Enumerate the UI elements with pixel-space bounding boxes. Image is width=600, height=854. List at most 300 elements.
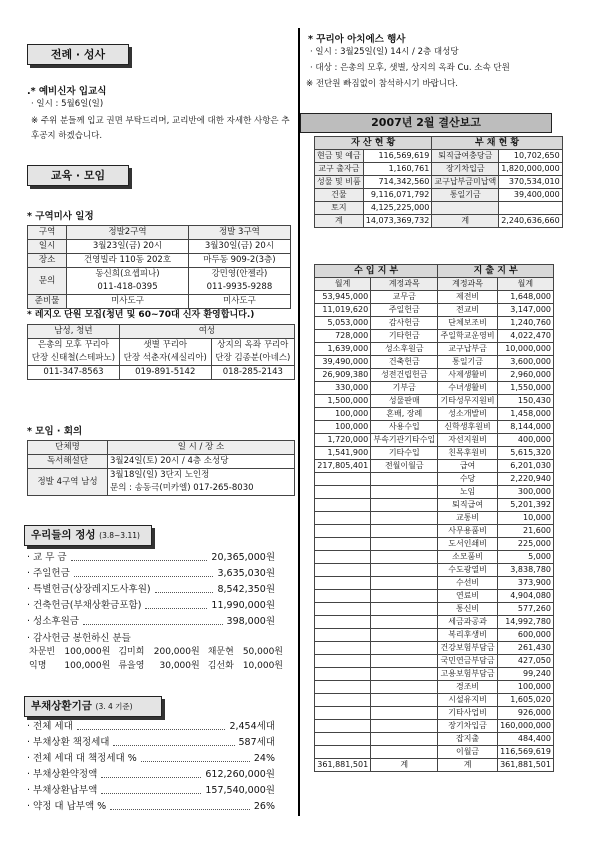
table-cell: 장기차입금 xyxy=(432,163,499,176)
table-cell: 교무금 xyxy=(371,291,438,304)
column-rule xyxy=(298,28,300,816)
debt-header xyxy=(24,696,162,717)
table-cell xyxy=(315,694,371,707)
table-row xyxy=(315,304,554,317)
table-row xyxy=(315,176,563,189)
list-label: · 약정 대 납부액 % xyxy=(27,801,107,812)
list-label: · 교 무 금 xyxy=(27,552,67,563)
table-cell: 사용수입 xyxy=(371,421,438,434)
table-cell xyxy=(371,629,438,642)
table-cell xyxy=(371,603,438,616)
table-cell: 문의 xyxy=(28,268,67,295)
table-cell: 4,904,080 xyxy=(497,590,553,603)
table-cell: 200,000원 xyxy=(153,646,200,657)
list-value: 587세대 xyxy=(238,737,275,748)
table-cell xyxy=(315,577,371,590)
table-cell: 484,400 xyxy=(497,733,553,746)
table-row xyxy=(28,325,295,339)
leader-dots xyxy=(155,582,214,593)
table-cell: 여성 xyxy=(119,325,294,339)
table-cell: 1,500,000 xyxy=(315,395,371,408)
table-row xyxy=(315,215,563,228)
table-row xyxy=(28,366,295,380)
list-label: · 전체 세대 대 책정세대 % xyxy=(27,753,137,764)
table-cell: 국민연금부담금 xyxy=(438,655,497,668)
table-row xyxy=(28,455,295,469)
table-cell xyxy=(315,642,371,655)
table-row xyxy=(315,564,554,577)
table-row xyxy=(315,343,554,356)
table-cell: 미사도구 xyxy=(188,295,290,309)
table-cell: 성소개발비 xyxy=(438,408,497,421)
table-cell: 6,201,030 xyxy=(497,460,553,473)
table-cell: 3월18일(일) 3단지 노인정 문의 : 송동극(미카엘) 017-265-8030 xyxy=(108,469,295,496)
leader-dots xyxy=(141,751,250,762)
table-cell: 익명 xyxy=(29,660,47,671)
table-cell: 116,569,619 xyxy=(497,746,553,759)
table-cell xyxy=(315,733,371,746)
table-cell xyxy=(371,486,438,499)
table-cell: 차문빈 xyxy=(29,646,56,657)
table-row xyxy=(315,655,554,668)
table-cell: 남성, 청년 xyxy=(28,325,120,339)
table-row xyxy=(315,629,554,642)
table-cell: 1,541,900 xyxy=(315,447,371,460)
meeting-table xyxy=(27,440,295,496)
table-cell: 99,240 xyxy=(497,668,553,681)
table-cell xyxy=(315,707,371,720)
table-cell: 373,900 xyxy=(497,577,553,590)
table-cell: 신학생후원비 xyxy=(438,421,497,434)
table-cell xyxy=(371,590,438,603)
table-cell: 성물 및 비품 xyxy=(315,176,364,189)
table-cell: 김미희 xyxy=(118,646,145,657)
table-cell: 1,458,000 xyxy=(497,408,553,421)
table-cell: 361,881,501 xyxy=(315,759,371,772)
table-cell: 1,160,761 xyxy=(363,163,432,176)
table-cell xyxy=(315,720,371,733)
table-row xyxy=(315,746,554,759)
table-cell xyxy=(315,668,371,681)
table-cell xyxy=(371,720,438,733)
list-value: 2,454세대 xyxy=(229,721,275,732)
offering-list xyxy=(27,550,275,630)
table-cell: 주일학교운영비 xyxy=(438,330,497,343)
table-cell: 은총의 모후 꾸리아 단장 신태철(스테파노) xyxy=(28,339,120,366)
table-row xyxy=(315,681,554,694)
table-cell: 복리후생비 xyxy=(438,629,497,642)
table-cell: 정발 4구역 남성 xyxy=(28,469,108,496)
table-cell: 계 xyxy=(438,759,497,772)
table-cell: 300,000 xyxy=(497,486,553,499)
table-cell xyxy=(371,564,438,577)
table-cell: 10,000 xyxy=(497,512,553,525)
table-cell: 1,648,000 xyxy=(497,291,553,304)
list-item xyxy=(27,598,275,614)
curia-target: · 대상 : 은총의 모후, 샛별, 상지의 옥좌 Cu. 소속 단원 xyxy=(310,63,510,73)
table-row xyxy=(315,720,554,733)
table-cell xyxy=(315,746,371,759)
table-row xyxy=(315,590,554,603)
table-cell: 728,000 xyxy=(315,330,371,343)
table-row xyxy=(315,460,554,473)
list-value: 612,260,000원 xyxy=(205,769,275,780)
table-cell: 30,000원 xyxy=(159,660,200,671)
table-cell: 330,000 xyxy=(315,382,371,395)
table-cell: 160,000,000 xyxy=(497,720,553,733)
table-row xyxy=(315,616,554,629)
table-row xyxy=(27,659,289,673)
table-cell: 1,820,000,000 xyxy=(499,163,563,176)
table-cell xyxy=(371,655,438,668)
curia-title: * 꾸리아 아치에스 행사 xyxy=(308,34,406,45)
table-row xyxy=(27,645,289,659)
table-cell xyxy=(315,603,371,616)
table-cell xyxy=(315,512,371,525)
table-cell: 116,569,619 xyxy=(363,150,432,163)
table-cell: 1,639,000 xyxy=(315,343,371,356)
table-cell: 600,000 xyxy=(497,629,553,642)
table-cell: 연료비 xyxy=(438,590,497,603)
curia-date: · 일시 : 3월25일(일) 14시 / 2층 대성당 xyxy=(310,47,459,57)
district-mass-table xyxy=(27,225,291,309)
table-row xyxy=(315,163,563,176)
table-cell: 통신비 xyxy=(438,603,497,616)
table-cell: 단체보조비 xyxy=(438,317,497,330)
table-cell: 미사도구 xyxy=(67,295,189,309)
table-cell: 부속기관기타수입 xyxy=(371,434,438,447)
table-row xyxy=(315,137,563,150)
table-cell: 상지의 옥좌 꾸리아 단장 김종분(아네스) xyxy=(211,339,294,366)
curia-note: ※ 전단원 빠짐없이 참석하시기 바랍니다. xyxy=(306,79,459,89)
table-cell: 준비물 xyxy=(28,295,67,309)
table-row xyxy=(315,525,554,538)
table-cell: 친목후원비 xyxy=(438,447,497,460)
table-cell: 10,702,650 xyxy=(499,150,563,163)
table-cell: 경조비 xyxy=(438,681,497,694)
leader-dots xyxy=(110,799,250,810)
table-cell: 261,430 xyxy=(497,642,553,655)
table-row xyxy=(315,759,554,772)
table-cell: 5,000 xyxy=(497,551,553,564)
table-cell: 1,605,020 xyxy=(497,694,553,707)
list-label: · 특별헌금(상장레지도사후원) xyxy=(27,584,151,595)
list-item xyxy=(27,719,275,735)
table-cell: 수 입 지 부 xyxy=(315,265,438,278)
table-cell: 건물 xyxy=(315,189,364,202)
debt-period: (3. 4 기준) xyxy=(95,702,133,711)
table-cell: 도서인쇄비 xyxy=(438,538,497,551)
list-label: · 건축헌금(부채상환금포함) xyxy=(27,600,142,611)
table-cell: 월계 xyxy=(315,278,371,291)
table-cell xyxy=(432,202,499,215)
table-cell xyxy=(371,681,438,694)
list-label: · 부채상환 책정세대 xyxy=(27,737,110,748)
table-cell: 수당 xyxy=(438,473,497,486)
table-row xyxy=(315,486,554,499)
leader-dots xyxy=(83,614,223,625)
table-cell xyxy=(315,473,371,486)
table-row xyxy=(315,369,554,382)
table-cell xyxy=(371,525,438,538)
catechumen-date: · 일시 : 5월6일(일) xyxy=(31,99,104,109)
income-expense-table xyxy=(314,264,554,772)
table-cell xyxy=(499,202,563,215)
table-cell: 건영빌라 110동 202호 xyxy=(67,254,189,268)
table-cell: 217,805,401 xyxy=(315,460,371,473)
table-cell: 5,201,392 xyxy=(497,499,553,512)
table-cell: 교구납부금미납액 xyxy=(432,176,499,189)
table-row xyxy=(28,226,291,240)
meeting-title: * 모임 · 회의 xyxy=(27,426,83,437)
table-cell: 100,000 xyxy=(497,681,553,694)
catechumen-title: .* 예비신자 입교식 xyxy=(27,86,107,97)
list-item xyxy=(27,735,275,751)
list-value: 8,542,350원 xyxy=(217,584,275,595)
table-cell: 구역 xyxy=(28,226,67,240)
table-row xyxy=(315,421,554,434)
table-cell xyxy=(315,629,371,642)
table-cell: 감사헌금 xyxy=(371,317,438,330)
table-row xyxy=(315,733,554,746)
legio-table xyxy=(27,324,295,380)
table-cell: 기타헌금 xyxy=(371,330,438,343)
table-cell: 21,600 xyxy=(497,525,553,538)
table-cell xyxy=(371,538,438,551)
table-cell: 714,342,560 xyxy=(363,176,432,189)
table-cell: 기타수입 xyxy=(371,447,438,460)
table-row xyxy=(315,408,554,421)
table-cell: 혼배, 장례 xyxy=(371,408,438,421)
table-cell: 14,073,369,732 xyxy=(363,215,432,228)
thanks-title: · 감사헌금 봉헌하신 분들 xyxy=(27,633,131,644)
table-cell: 일 시 / 장 소 xyxy=(108,441,295,455)
table-cell: 교통비 xyxy=(438,512,497,525)
table-cell: 361,881,501 xyxy=(497,759,553,772)
table-cell: 자 산 현 황 xyxy=(315,137,432,150)
table-cell: 2,240,636,660 xyxy=(499,215,563,228)
table-cell: 1,720,000 xyxy=(315,434,371,447)
list-item xyxy=(27,767,275,783)
table-cell: 3월23일(금) 20시 xyxy=(67,240,189,254)
table-cell: 성전건립헌금 xyxy=(371,369,438,382)
table-cell: 계 xyxy=(432,215,499,228)
table-cell: 1,240,760 xyxy=(497,317,553,330)
table-cell: 계정과목 xyxy=(438,278,497,291)
list-item xyxy=(27,783,275,799)
table-cell: 5,053,000 xyxy=(315,317,371,330)
table-cell: 2,220,940 xyxy=(497,473,553,486)
table-row xyxy=(315,551,554,564)
debt-title: 부채상환기금 xyxy=(31,700,92,712)
table-cell: 53,945,000 xyxy=(315,291,371,304)
table-cell: 장소 xyxy=(28,254,67,268)
table-row xyxy=(315,317,554,330)
leader-dots xyxy=(74,566,214,577)
table-cell: 100,000원 xyxy=(64,660,111,671)
table-cell: 사무용품비 xyxy=(438,525,497,538)
table-cell: 시설유지비 xyxy=(438,694,497,707)
table-cell: 토지 xyxy=(315,202,364,215)
table-cell: 8,144,000 xyxy=(497,421,553,434)
table-cell xyxy=(371,512,438,525)
table-row xyxy=(315,278,554,291)
table-cell: 지 출 지 부 xyxy=(438,265,554,278)
table-row xyxy=(315,603,554,616)
list-value: 3,635,030원 xyxy=(217,568,275,579)
table-cell: 주일헌금 xyxy=(371,304,438,317)
table-cell: 성소후원금 xyxy=(371,343,438,356)
table-cell xyxy=(371,746,438,759)
table-cell: 400,000 xyxy=(497,434,553,447)
table-row xyxy=(315,356,554,369)
table-cell: 577,260 xyxy=(497,603,553,616)
table-cell: 225,000 xyxy=(497,538,553,551)
table-cell: 이월금 xyxy=(438,746,497,759)
table-cell xyxy=(371,577,438,590)
table-cell: 019-891-5142 xyxy=(119,366,211,380)
table-row xyxy=(315,434,554,447)
table-cell: 통일기금 xyxy=(432,189,499,202)
table-cell: 018-285-2143 xyxy=(211,366,294,380)
table-row xyxy=(315,707,554,720)
table-cell xyxy=(315,616,371,629)
table-cell xyxy=(371,642,438,655)
table-cell: 427,050 xyxy=(497,655,553,668)
table-cell: 부 채 현 황 xyxy=(432,137,562,150)
leader-dots xyxy=(71,550,208,561)
table-cell xyxy=(371,473,438,486)
list-item xyxy=(27,614,275,630)
table-cell: 2,960,000 xyxy=(497,369,553,382)
list-label: · 부채상환약정액 xyxy=(27,769,98,780)
table-cell xyxy=(371,668,438,681)
table-cell: 기타사업비 xyxy=(438,707,497,720)
table-cell: 3,147,000 xyxy=(497,304,553,317)
leader-dots xyxy=(145,598,207,609)
table-cell: 일시 xyxy=(28,240,67,254)
table-row xyxy=(315,577,554,590)
table-row xyxy=(28,240,291,254)
table-row xyxy=(315,150,563,163)
list-item xyxy=(27,566,275,582)
table-cell: 김선화 xyxy=(207,660,234,671)
donor-table xyxy=(27,645,289,673)
table-cell xyxy=(371,733,438,746)
table-cell xyxy=(371,707,438,720)
table-cell: 정발2구역 xyxy=(67,226,189,240)
leader-dots xyxy=(101,767,201,778)
table-cell: 계 xyxy=(371,759,438,772)
report-title: 2007년 2월 결산보고 xyxy=(300,113,552,133)
list-value: 20,365,000원 xyxy=(211,552,275,563)
table-cell: 26,909,380 xyxy=(315,369,371,382)
table-cell xyxy=(315,681,371,694)
table-cell: 100,000 xyxy=(315,408,371,421)
table-cell: 동신희(요셉피나) 011-418-0395 xyxy=(67,268,189,295)
leader-dots xyxy=(101,783,201,794)
table-row xyxy=(315,330,554,343)
table-cell: 정발 3구역 xyxy=(188,226,290,240)
table-cell: 011-347-8563 xyxy=(28,366,120,380)
table-row xyxy=(315,382,554,395)
table-cell xyxy=(371,694,438,707)
table-cell xyxy=(315,564,371,577)
table-row xyxy=(315,694,554,707)
table-cell: 수선비 xyxy=(438,577,497,590)
table-cell xyxy=(315,590,371,603)
table-cell xyxy=(315,538,371,551)
table-cell xyxy=(315,486,371,499)
table-cell: 잡지출 xyxy=(438,733,497,746)
table-cell: 장기차입금 xyxy=(438,720,497,733)
table-row xyxy=(28,339,295,366)
table-row xyxy=(315,668,554,681)
table-cell xyxy=(315,525,371,538)
table-cell: 3월24일(토) 20시 / 4층 소성당 xyxy=(108,455,295,469)
table-cell: 강민영(안젤라) 011-9935-9288 xyxy=(188,268,290,295)
table-cell: 퇴직급여 xyxy=(438,499,497,512)
table-row xyxy=(28,268,291,295)
table-row xyxy=(28,469,295,496)
table-cell: 기부금 xyxy=(371,382,438,395)
table-cell: 교구납부금 xyxy=(438,343,497,356)
table-cell: 1,550,000 xyxy=(497,382,553,395)
table-cell: 건강보험부담금 xyxy=(438,642,497,655)
table-cell xyxy=(315,655,371,668)
table-row xyxy=(28,254,291,268)
list-value: 157,540,000원 xyxy=(205,785,275,796)
table-cell: 50,000원 xyxy=(242,646,283,657)
table-cell: 월계 xyxy=(497,278,553,291)
table-row xyxy=(315,512,554,525)
table-cell: 39,490,000 xyxy=(315,356,371,369)
table-cell: 10,000,000 xyxy=(497,343,553,356)
table-cell: 150,430 xyxy=(497,395,553,408)
table-cell: 수도광열비 xyxy=(438,564,497,577)
table-cell: 3월30일(금) 20시 xyxy=(188,240,290,254)
table-cell: 제전비 xyxy=(438,291,497,304)
table-row xyxy=(315,473,554,486)
table-row xyxy=(315,202,563,215)
table-cell: 통일기금 xyxy=(438,356,497,369)
leader-dots xyxy=(77,719,226,730)
table-cell: 39,400,000 xyxy=(499,189,563,202)
catechumen-note: ※ 주위 분들께 입교 권면 부탁드리며, 교리반에 대한 자세한 사항은 추후공지 하겠습니다. xyxy=(31,116,290,141)
table-row xyxy=(315,447,554,460)
offering-title: 우리들의 정성 xyxy=(31,529,96,541)
table-cell: 계정과목 xyxy=(371,278,438,291)
table-row xyxy=(315,189,563,202)
list-label: · 전체 세대 xyxy=(27,721,73,732)
table-cell: 고용보험부담금 xyxy=(438,668,497,681)
list-value: 11,990,000원 xyxy=(211,600,275,611)
table-cell xyxy=(371,499,438,512)
table-cell xyxy=(315,499,371,512)
table-cell: 4,022,470 xyxy=(497,330,553,343)
leader-dots xyxy=(113,735,234,746)
table-cell: 전월이월금 xyxy=(371,460,438,473)
table-cell: 교구 출자금 xyxy=(315,163,364,176)
table-cell: 14,992,780 xyxy=(497,616,553,629)
table-cell: 성물판매 xyxy=(371,395,438,408)
table-cell: 10,000원 xyxy=(242,660,283,671)
education-header: 교육 · 모임 xyxy=(27,165,129,186)
table-row xyxy=(315,538,554,551)
table-cell: 926,000 xyxy=(497,707,553,720)
table-cell: 급여 xyxy=(438,460,497,473)
table-row xyxy=(315,291,554,304)
